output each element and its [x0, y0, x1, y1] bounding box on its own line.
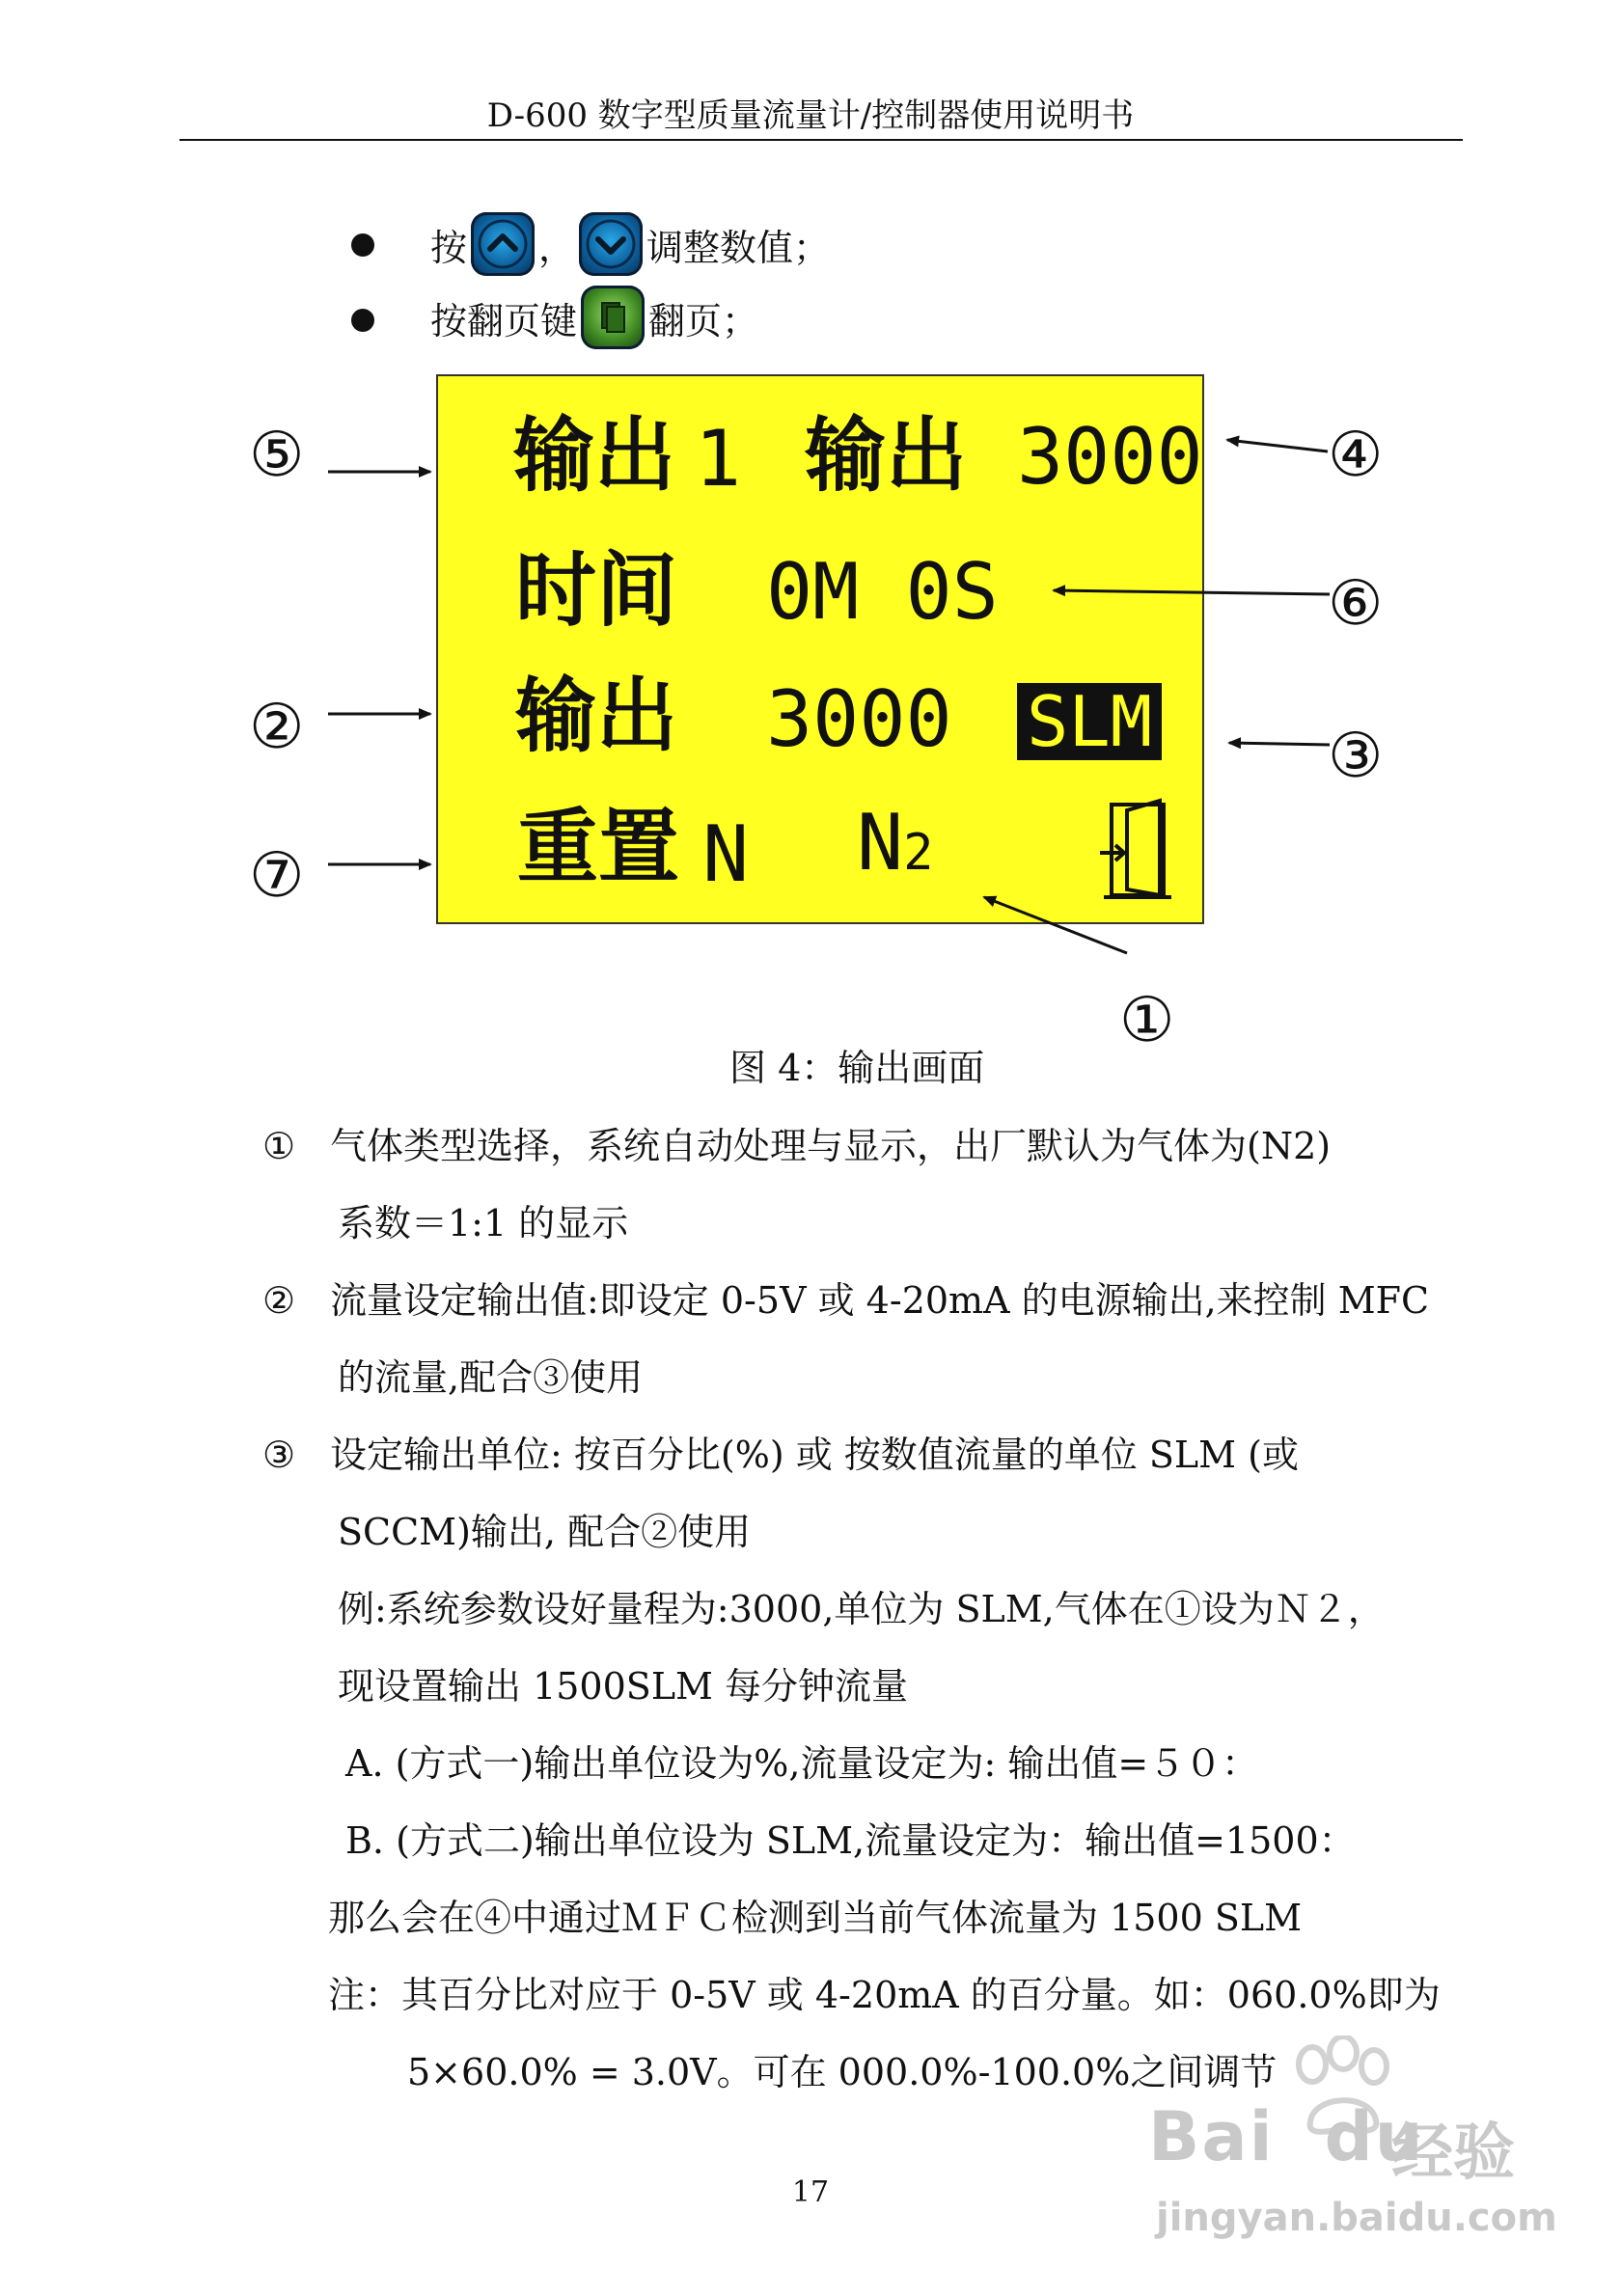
legend-text: 气体类型选择，系统自动处理与显示，出厂默认为气体为(N2): [330, 1125, 1332, 1167]
legend-mark: ③: [262, 1434, 296, 1476]
callout-7: ⑦: [249, 840, 305, 912]
arrow-4: [1227, 440, 1328, 451]
figure-caption: 图 4：输出画面: [729, 1047, 985, 1089]
legend-item-1: [262, 1107, 1331, 1262]
result-line: 那么会在④中通过ＭＦＣ检测到当前气体流量为 1500 SLM: [328, 1897, 1303, 1939]
lcd-row2-label: 时间: [515, 543, 678, 638]
arrow-3: [1229, 743, 1330, 745]
legend-text-cont: 的流量,配合③使用: [338, 1356, 644, 1399]
callout-3: ③: [1328, 721, 1384, 792]
lcd-row1-channel: 1: [695, 414, 742, 504]
callout-1: ①: [1119, 985, 1175, 1056]
callout-2: ②: [249, 692, 305, 763]
note-line-2: 5×60.0% = 3.0V。可在 000.0%-100.0%之间调节: [407, 2051, 1278, 2093]
legend-item-2: [262, 1262, 1429, 1416]
legend-text-cont: 系数＝1:1 的显示: [338, 1202, 629, 1244]
example-line-1: 例:系统参数设好量程为:3000,单位为 SLM,气体在①设为Ｎ２，: [338, 1588, 1385, 1630]
lcd-gas-symbol: N: [857, 798, 904, 888]
watermark-brand: [1148, 2097, 1425, 2176]
document-header-title: D-600 数字型质量流量计/控制器使用说明书: [486, 96, 1135, 135]
page-number: 17: [791, 2175, 830, 2209]
legend-text: 设定输出单位: 按百分比(%) 或 按数值流量的单位 SLM (或: [330, 1434, 1299, 1476]
arrow-6: [1054, 590, 1330, 594]
watermark-brand-part2: du: [1324, 2097, 1425, 2176]
bullet-1-middle: ，: [538, 226, 576, 269]
bullet-2-prefix: 按翻页键: [430, 299, 578, 342]
bullet-1-suffix: 调整数值；: [646, 226, 831, 269]
legend-text-cont: SCCM)输出, 配合②使用: [338, 1511, 752, 1553]
lcd-unit-badge: SLM: [1017, 683, 1162, 760]
bullet-2-suffix: 翻页；: [648, 299, 759, 342]
legend-mark: ①: [262, 1125, 296, 1167]
callout-4: ④: [1328, 420, 1384, 491]
bullet-1-prefix: 按: [430, 226, 468, 269]
callout-arrows: [0, 0, 1621, 1061]
lcd-row2-time-value: 0M 0S: [766, 547, 999, 637]
legend-item-3: [262, 1416, 1299, 1571]
watermark-url: jingyan.baidu.com: [1156, 2196, 1557, 2240]
lcd-row4-reset-flag: N: [702, 809, 750, 899]
callout-5: ⑤: [249, 420, 305, 491]
legend-text: 流量设定输出值:即设定 0-5V 或 4-20mA 的电源输出,来控制 MFC: [330, 1279, 1430, 1322]
callout-6: ⑥: [1328, 568, 1384, 640]
arrow-1: [984, 897, 1127, 953]
option-b: B. (方式二)输出单位设为 SLM,流量设定为：输出值=1500：: [345, 1819, 1356, 1862]
lcd-row3-label: 输出: [515, 669, 678, 763]
lcd-gas-subscript: 2: [903, 824, 934, 882]
lcd-row1-label1: 输出: [513, 408, 676, 503]
lcd-row1-output-value: 3000: [1017, 412, 1203, 502]
note-line-1: 注：其百分比对应于 0-5V 或 4-20mA 的百分量。如：060.0%即为: [328, 1974, 1441, 2016]
baidu-jingyan-watermark: [1139, 2026, 1592, 2277]
lcd-row3-setpoint-value: 3000: [766, 674, 952, 764]
legend-mark: ②: [262, 1279, 296, 1322]
watermark-brand-part1: Bai: [1148, 2097, 1275, 2176]
example-line-2: 现设置输出 1500SLM 每分钟流量: [338, 1665, 909, 1708]
watermark-brand-cn: 经验: [1391, 2118, 1515, 2189]
option-a: A. (方式一)输出单位设为%,流量设定为: 输出值=５０：: [345, 1742, 1259, 1785]
lcd-row1-label2: 输出: [805, 408, 968, 503]
lcd-row4-label: 重置: [517, 800, 680, 894]
